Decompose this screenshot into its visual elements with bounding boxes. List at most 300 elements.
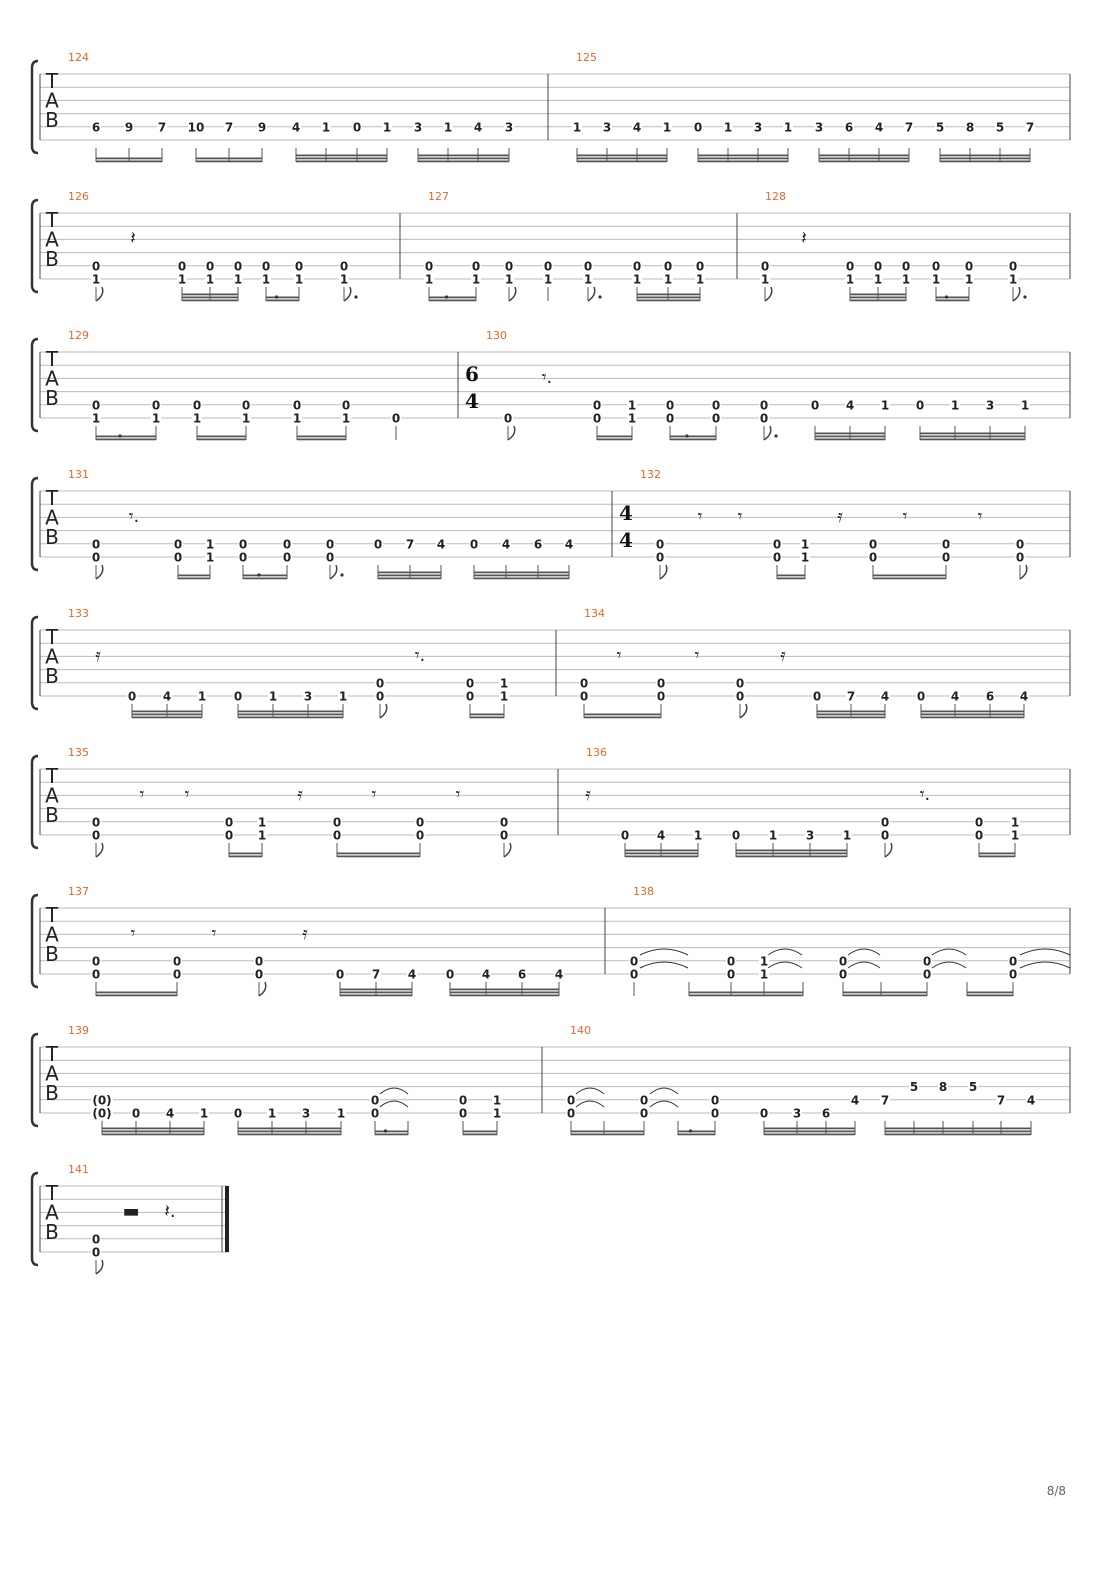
note-beam	[885, 1131, 1031, 1133]
fret-number: 1	[695, 272, 705, 287]
note-beam	[940, 161, 1030, 163]
fret-number: 1	[800, 550, 810, 565]
fret-number: 3	[504, 120, 514, 135]
note-group	[812, 690, 890, 719]
note-beam	[843, 995, 927, 997]
rest-symbol: 𝄾.	[919, 784, 931, 805]
note-beam	[678, 1134, 715, 1136]
note-group	[177, 259, 243, 301]
measure	[68, 190, 400, 301]
note-beam	[429, 300, 476, 302]
note-beam	[96, 161, 162, 163]
rest-symbol: 𝄾	[130, 923, 136, 944]
fret-number: 1	[543, 272, 553, 287]
fret-number: 0	[233, 1106, 243, 1121]
fret-number: 0	[91, 815, 101, 830]
measure	[619, 468, 1070, 579]
note-group	[445, 968, 564, 997]
measure	[68, 746, 558, 857]
fret-number: 0	[583, 259, 593, 274]
note-dot	[445, 295, 448, 298]
measure	[572, 51, 1070, 162]
fret-number: 3	[301, 1106, 311, 1121]
fret-number: 1	[627, 398, 637, 413]
measure-number: 133	[68, 607, 89, 620]
measure	[465, 329, 1070, 440]
fret-number: 1	[443, 120, 453, 135]
time-signature-bottom: 4	[619, 528, 633, 552]
fret-number: 0	[224, 828, 234, 843]
tab-clef-letter: B	[45, 247, 59, 271]
note-beam	[736, 856, 847, 858]
fret-number: 1	[1010, 815, 1020, 830]
note-beam	[873, 575, 946, 577]
fret-number: 0	[922, 954, 932, 969]
fret-number: 9	[124, 120, 134, 135]
rest-symbol: 𝄽	[801, 228, 807, 249]
fret-number: 7	[880, 1093, 890, 1108]
note-group	[543, 259, 553, 301]
note-flag	[259, 982, 266, 996]
fret-number: 1	[205, 550, 215, 565]
fret-number: 0	[341, 398, 351, 413]
fret-number: 0	[335, 967, 345, 982]
fret-number: 1	[257, 828, 267, 843]
measure-number: 129	[68, 329, 89, 342]
note-beam	[920, 436, 1025, 438]
note-beam	[238, 714, 343, 716]
fret-number: 0	[711, 398, 721, 413]
fret-number: 0	[131, 1106, 141, 1121]
note-beam	[450, 989, 559, 991]
fret-number: 0	[254, 967, 264, 982]
measure	[68, 607, 556, 718]
fret-number: 0	[325, 537, 335, 552]
fret-number: 0	[499, 815, 509, 830]
note-beam	[920, 439, 1025, 441]
fret-number: 4	[950, 689, 960, 704]
fret-number: 0	[1008, 954, 1018, 969]
tab-system	[32, 1163, 229, 1274]
note-beam	[817, 717, 885, 719]
note-beam	[470, 714, 504, 716]
note-beam	[577, 158, 667, 160]
tab-clef-letter: A	[45, 505, 59, 530]
system-bracket	[32, 61, 38, 153]
rest-symbol: 𝄿	[585, 784, 591, 805]
note-dot	[685, 434, 688, 437]
fret-number: 7	[904, 120, 914, 135]
fret-number: 0	[922, 967, 932, 982]
fret-number: 0	[566, 1093, 576, 1108]
fret-number: 0	[499, 828, 509, 843]
fret-number: 1	[492, 1106, 502, 1121]
note-dot	[257, 573, 260, 576]
note-beam	[378, 572, 441, 574]
note-beam	[571, 1131, 644, 1133]
note-beam	[670, 436, 716, 438]
tab-clef-letter: B	[45, 1220, 59, 1244]
fret-number: 0	[458, 1106, 468, 1121]
rest-symbol: 𝄾	[694, 645, 700, 666]
fret-number: 1	[800, 537, 810, 552]
note-dot	[689, 1129, 692, 1132]
fret-number: 3	[413, 120, 423, 135]
fret-number: 4	[291, 120, 301, 135]
fret-number: 0	[543, 259, 553, 274]
fret-number: 1	[91, 411, 101, 426]
tie-arc	[932, 949, 966, 955]
fret-number: 0	[941, 537, 951, 552]
note-dot	[945, 295, 948, 298]
note-group	[620, 829, 703, 858]
fret-number: 0	[759, 1106, 769, 1121]
note-group	[760, 259, 772, 301]
fret-number: 0	[415, 815, 425, 830]
note-beam	[96, 439, 156, 441]
measure-number: 128	[765, 190, 786, 203]
fret-number: 0	[91, 828, 101, 843]
note-beam	[96, 995, 177, 997]
fret-number: 0	[663, 259, 673, 274]
fret-number: 0	[282, 550, 292, 565]
note-group	[735, 676, 747, 718]
fret-number: 0	[233, 259, 243, 274]
fret-number: 0	[759, 398, 769, 413]
fret-number: (0)	[92, 1106, 112, 1121]
rest-symbol: 𝄾.	[414, 645, 426, 666]
note-flag	[96, 843, 103, 857]
fret-number: 4	[501, 537, 511, 552]
fret-number: 0	[592, 411, 602, 426]
tie-arc	[932, 962, 966, 968]
tie-arc	[768, 949, 802, 955]
note-dot	[1023, 295, 1026, 298]
tab-clef-letter: A	[45, 783, 59, 808]
note-dot	[275, 295, 278, 298]
note-beam	[238, 1131, 341, 1133]
fret-number: 1	[845, 272, 855, 287]
fret-number: 0	[735, 676, 745, 691]
tab-clef-letter: A	[45, 922, 59, 947]
note-group	[254, 954, 266, 996]
rest-symbol: 𝄾	[977, 506, 983, 527]
fret-number: 10	[187, 120, 205, 135]
note-beam	[266, 297, 299, 299]
note-beam	[132, 711, 202, 713]
note-beam	[940, 155, 1030, 157]
fret-number: 0	[772, 537, 782, 552]
fret-number: 0	[1015, 537, 1025, 552]
rest-symbol: 𝄾	[455, 784, 461, 805]
tie-arc	[1020, 949, 1070, 955]
note-beam	[96, 436, 156, 438]
fret-number: 0	[254, 954, 264, 969]
note-flag	[344, 287, 351, 301]
fret-number: 0	[173, 537, 183, 552]
note-beam	[96, 992, 177, 994]
fret-number: 1	[382, 120, 392, 135]
note-beam	[474, 578, 569, 580]
fret-number: 1	[339, 272, 349, 287]
note-beam	[197, 439, 246, 441]
note-beam	[815, 436, 885, 438]
fret-number: 0	[974, 815, 984, 830]
measure-number: 127	[428, 190, 449, 203]
note-beam	[571, 1134, 644, 1136]
measure-number: 140	[570, 1024, 591, 1037]
fret-number: 0	[812, 689, 822, 704]
fret-number: 1	[268, 689, 278, 704]
note-beam	[817, 714, 885, 716]
note-beam	[337, 856, 420, 858]
fret-number: 4	[1019, 689, 1029, 704]
fret-number: 5	[995, 120, 1005, 135]
note-beam	[815, 433, 885, 435]
note-flag	[96, 1260, 103, 1274]
fret-number: 0	[192, 398, 202, 413]
fret-number: 7	[996, 1093, 1006, 1108]
fret-number: 0	[810, 398, 820, 413]
fret-number: 0	[177, 259, 187, 274]
note-dot	[118, 434, 121, 437]
fret-number: 0	[294, 259, 304, 274]
fret-number: 6	[821, 1106, 831, 1121]
note-group	[504, 259, 516, 301]
note-beam	[815, 439, 885, 441]
fret-number: 7	[371, 967, 381, 982]
fret-number: 0	[838, 954, 848, 969]
tie-arc	[768, 962, 802, 968]
fret-number: 0	[566, 1106, 576, 1121]
fret-number: 0	[665, 411, 675, 426]
fret-number: 1	[205, 537, 215, 552]
system-bracket	[32, 339, 38, 431]
fret-number: 4	[473, 120, 483, 135]
note-beam	[337, 853, 420, 855]
tab-system	[32, 746, 1070, 857]
fret-number: 0	[91, 398, 101, 413]
fret-number: 1	[759, 954, 769, 969]
note-beam	[625, 856, 698, 858]
fret-number: 6	[533, 537, 543, 552]
fret-number: 0	[91, 1232, 101, 1247]
measure-number: 126	[68, 190, 89, 203]
note-flag	[380, 704, 387, 718]
fret-number: 0	[233, 689, 243, 704]
fret-number: 0	[964, 259, 974, 274]
note-flag	[588, 287, 595, 301]
note-beam	[463, 1131, 497, 1133]
fret-number: 1	[177, 272, 187, 287]
note-beam	[229, 856, 262, 858]
fret-number: 1	[241, 411, 251, 426]
system-bracket	[32, 895, 38, 987]
fret-number: 0	[352, 120, 362, 135]
fret-number: 1	[504, 272, 514, 287]
fret-number: 0	[868, 550, 878, 565]
note-beam	[637, 294, 700, 296]
fret-number: 0	[845, 259, 855, 274]
fret-number: 1	[294, 272, 304, 287]
fret-number: 0	[339, 259, 349, 274]
note-beam	[885, 1128, 1031, 1130]
note-beam	[378, 575, 441, 577]
fret-number: 0	[735, 689, 745, 704]
note-beam	[577, 155, 667, 157]
fret-number: 1	[471, 272, 481, 287]
rest-symbol: 𝄾.	[541, 367, 553, 388]
fret-number: 0	[238, 537, 248, 552]
fret-number: 1	[950, 398, 960, 413]
rest-symbol: 𝄾	[371, 784, 377, 805]
tab-clef-letter: T	[45, 1181, 59, 1205]
fret-number: 1	[632, 272, 642, 287]
fret-number: 0	[759, 411, 769, 426]
fret-number: 1	[205, 272, 215, 287]
fret-number: 0	[838, 967, 848, 982]
rest-symbol: 𝄽	[130, 228, 136, 249]
fret-number: 3	[303, 689, 313, 704]
fret-number: 0	[127, 689, 137, 704]
fret-number: 0	[292, 398, 302, 413]
fret-number: 0	[370, 1093, 380, 1108]
measure	[68, 1024, 542, 1135]
note-flag	[1013, 287, 1020, 301]
note-beam	[850, 300, 906, 302]
note-beam	[819, 155, 909, 157]
fret-number: 7	[1025, 120, 1035, 135]
fret-number: 1	[583, 272, 593, 287]
fret-number: 8	[965, 120, 975, 135]
note-beam	[689, 995, 803, 997]
fret-number: 0	[639, 1106, 649, 1121]
fret-number: 0	[458, 1093, 468, 1108]
tab-clef-letter: T	[45, 347, 59, 371]
note-group	[391, 412, 401, 441]
fret-number: 0	[655, 550, 665, 565]
final-barline	[225, 1186, 229, 1252]
note-flag	[96, 287, 103, 301]
fret-number: 1	[336, 1106, 346, 1121]
fret-number: 6	[985, 689, 995, 704]
note-beam	[196, 161, 262, 163]
time-signature-top: 4	[619, 501, 633, 525]
fret-number: 3	[753, 120, 763, 135]
tie-arc	[640, 949, 688, 955]
fret-number: 0	[91, 259, 101, 274]
tab-system	[32, 468, 1070, 579]
tab-clef-letter: B	[45, 386, 59, 410]
note-flag	[509, 287, 516, 301]
tab-clef-letter: T	[45, 69, 59, 93]
measure-number: 131	[68, 468, 89, 481]
note-dot	[384, 1129, 387, 1132]
tab-clef-letter: B	[45, 108, 59, 132]
note-beam	[132, 717, 202, 719]
fret-number: 9	[257, 120, 267, 135]
note-dot	[774, 434, 777, 437]
fret-number: 0	[639, 1093, 649, 1108]
fret-number: 0	[710, 1106, 720, 1121]
tie-arc	[380, 1101, 408, 1107]
rest-symbol: 𝄿	[95, 645, 101, 666]
fret-number: 0	[151, 398, 161, 413]
fret-number: 1	[759, 967, 769, 982]
rest-symbol: 𝄾	[616, 645, 622, 666]
fret-number: 0	[656, 689, 666, 704]
fret-number: 4	[874, 120, 884, 135]
system-bracket	[32, 1034, 38, 1126]
fret-number: 1	[901, 272, 911, 287]
note-beam	[178, 578, 210, 580]
note-beam	[102, 1131, 204, 1133]
fret-number: 1	[663, 272, 673, 287]
fret-number: 1	[783, 120, 793, 135]
fret-number: 0	[629, 954, 639, 969]
note-beam	[297, 439, 346, 441]
fret-number: 0	[620, 828, 630, 843]
note-beam	[375, 1134, 408, 1136]
note-beam	[474, 575, 569, 577]
fret-number: 1	[499, 676, 509, 691]
tab-clef-letter: T	[45, 903, 59, 927]
fret-number: 3	[792, 1106, 802, 1121]
tie-arc	[848, 949, 880, 955]
tie-arc	[650, 1101, 678, 1107]
fret-number: 0	[471, 259, 481, 274]
note-beam	[777, 578, 805, 580]
note-group	[233, 1107, 346, 1136]
note-flag	[508, 426, 515, 440]
note-beam	[229, 853, 262, 855]
fret-number: 0	[332, 828, 342, 843]
fret-number: 0	[772, 550, 782, 565]
measure-number: 132	[640, 468, 661, 481]
rest-symbol: ▬	[122, 1201, 140, 1222]
fret-number: 7	[224, 120, 234, 135]
note-beam	[936, 297, 969, 299]
fret-number: (0)	[92, 1093, 112, 1108]
note-group	[91, 259, 103, 301]
rest-symbol: 𝄿	[780, 645, 786, 666]
note-flag	[660, 565, 667, 579]
fret-number: 0	[592, 398, 602, 413]
note-group	[845, 259, 911, 301]
measure	[68, 885, 605, 996]
fret-number: 0	[579, 689, 589, 704]
fret-number: 1	[572, 120, 582, 135]
fret-number: 7	[846, 689, 856, 704]
note-beam	[474, 572, 569, 574]
fret-number: 4	[1026, 1093, 1036, 1108]
fret-number: 4	[554, 967, 564, 982]
time-signature-top: 6	[465, 362, 479, 386]
note-beam	[340, 989, 412, 991]
tab-clef-letter: T	[45, 486, 59, 510]
fret-number: 0	[261, 259, 271, 274]
note-beam	[577, 161, 667, 163]
fret-number: 4	[880, 689, 890, 704]
fret-number: 1	[662, 120, 672, 135]
measure-number: 137	[68, 885, 89, 898]
tab-clef-letter: B	[45, 803, 59, 827]
tie-arc	[576, 1101, 604, 1107]
fret-number: 8	[938, 1080, 948, 1095]
measure-number: 136	[586, 746, 607, 759]
measure-number: 135	[68, 746, 89, 759]
fret-number: 0	[710, 1093, 720, 1108]
